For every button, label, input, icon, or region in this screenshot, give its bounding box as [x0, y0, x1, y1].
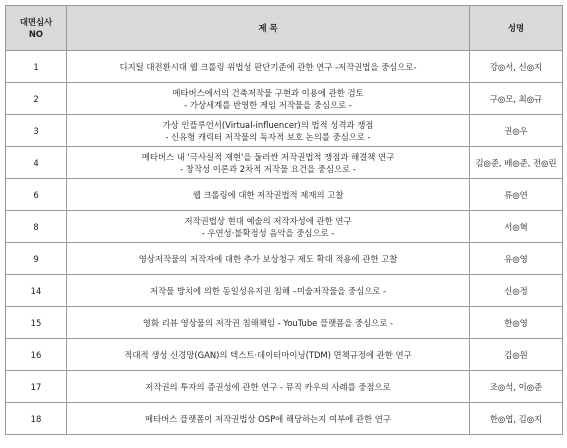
- header-no: [6, 6, 67, 51]
- row-title: [67, 51, 470, 83]
- row-title-line: 저작물 방치에 의한 동일성유지권 침해 –미술저작물을 중심으로 -: [149, 285, 387, 296]
- row-title: [67, 275, 470, 307]
- table-row: [6, 51, 563, 83]
- row-author: 조◎석, 이◎준: [470, 371, 563, 403]
- row-number: 6: [6, 179, 67, 211]
- row-title-line: 웹 크롤링에 대한 저작권법적 제재의 고찰: [192, 189, 344, 200]
- table-row: [6, 147, 563, 179]
- row-author: 한◎엽, 김◎지: [470, 403, 563, 435]
- submission-table: [5, 5, 563, 435]
- row-title: [67, 371, 470, 403]
- table-row: [6, 339, 563, 371]
- table-row: [6, 307, 563, 339]
- table-row: [6, 211, 563, 243]
- row-title: [67, 115, 470, 147]
- submission-table-container: [5, 5, 562, 435]
- row-title-line: 영화 리뷰 영상물의 저작권 침해책임 - YouTube 플랫폼을 중심으로 -: [142, 317, 394, 328]
- table-row: [6, 403, 563, 435]
- row-title-line: 저작권의 투자의 증권성에 관한 연구 - 뮤직 카우의 사례를 중점으로: [145, 381, 391, 392]
- row-author: 김◎준, 배◎준, 전◎린: [470, 147, 563, 179]
- row-author: 류◎연: [470, 179, 563, 211]
- row-title: [67, 339, 470, 371]
- row-author: 구◎모, 최◎규: [470, 83, 563, 115]
- row-title-line: 메타버스에서의 건축저작물 구현과 이용에 관한 검토: [172, 87, 364, 98]
- row-title-line: 메타버스 내 '극사실적 재현'을 둘러싼 저작권법적 쟁점과 해결책 연구: [141, 151, 395, 162]
- table-row: [6, 83, 563, 115]
- row-number: 17: [6, 371, 67, 403]
- row-author: 김◎원: [470, 339, 563, 371]
- row-number: 8: [6, 211, 67, 243]
- row-title: [67, 83, 470, 115]
- row-title-line: - 신유형 캐릭터 저작물의 독자적 보호 논의를 중심으로 -: [165, 131, 371, 142]
- table-row: [6, 371, 563, 403]
- table-row: [6, 243, 563, 275]
- row-title-line: 영상저작물의 저작자에 대한 추가 보상청구 제도 확대 적용에 관한 고찰: [138, 253, 398, 264]
- row-title: [67, 147, 470, 179]
- row-author: 유◎영: [470, 243, 563, 275]
- row-title: [67, 211, 470, 243]
- row-author: 강◎서, 신◎지: [470, 51, 563, 83]
- table-header-row: [6, 6, 563, 51]
- header-no-line1: 대면심사: [19, 17, 53, 27]
- row-number: 14: [6, 275, 67, 307]
- row-title: [67, 307, 470, 339]
- row-number: 4: [6, 147, 67, 179]
- table-row: [6, 179, 563, 211]
- header-name: 성명: [470, 6, 563, 51]
- row-number: 9: [6, 243, 67, 275]
- row-title-line: 디지털 대전환시대 웹 크롤링 위법성 판단기준에 관한 연구 -저작권법을 중심으로-: [119, 61, 417, 72]
- row-title-line: - 우연성·불확정성 음악을 중심으로 -: [201, 227, 335, 238]
- row-author: 한◎영: [470, 307, 563, 339]
- row-number: 16: [6, 339, 67, 371]
- row-title-line: 적대적 생성 신경망(GAN)의 텍스트·데이터마이닝(TDM) 면책규정에 관한 연구: [124, 349, 412, 360]
- table-row: [6, 275, 563, 307]
- header-no-line2: NO: [28, 29, 44, 39]
- row-title: [67, 243, 470, 275]
- row-title: [67, 403, 470, 435]
- row-number: 15: [6, 307, 67, 339]
- row-title-line: - 가상세계를 반영한 게임 저작물을 중심으로 -: [184, 99, 352, 110]
- header-title: 제 목: [67, 6, 470, 51]
- row-author: 권◎우: [470, 115, 563, 147]
- row-title-line: - 창작성 이론과 2차적 저작물 요건을 중심으로 -: [180, 163, 356, 174]
- row-number: 2: [6, 83, 67, 115]
- row-title-line: 가상 인플루언서(Virtual-influencer)의 법적 성격과 쟁점: [162, 119, 374, 130]
- row-number: 18: [6, 403, 67, 435]
- row-number: 1: [6, 51, 67, 83]
- table-row: [6, 115, 563, 147]
- row-number: 3: [6, 115, 67, 147]
- row-author: 신◎정: [470, 275, 563, 307]
- row-title-line: 메타버스 플랫폼이 저작권법상 OSP에 해당하는지 여부에 관한 연구: [145, 413, 391, 424]
- row-author: 서◎혁: [470, 211, 563, 243]
- row-title: [67, 179, 470, 211]
- table-body: [6, 51, 563, 435]
- row-title-line: 저작권법상 현대 예술의 저작자성에 관한 연구: [184, 215, 352, 226]
